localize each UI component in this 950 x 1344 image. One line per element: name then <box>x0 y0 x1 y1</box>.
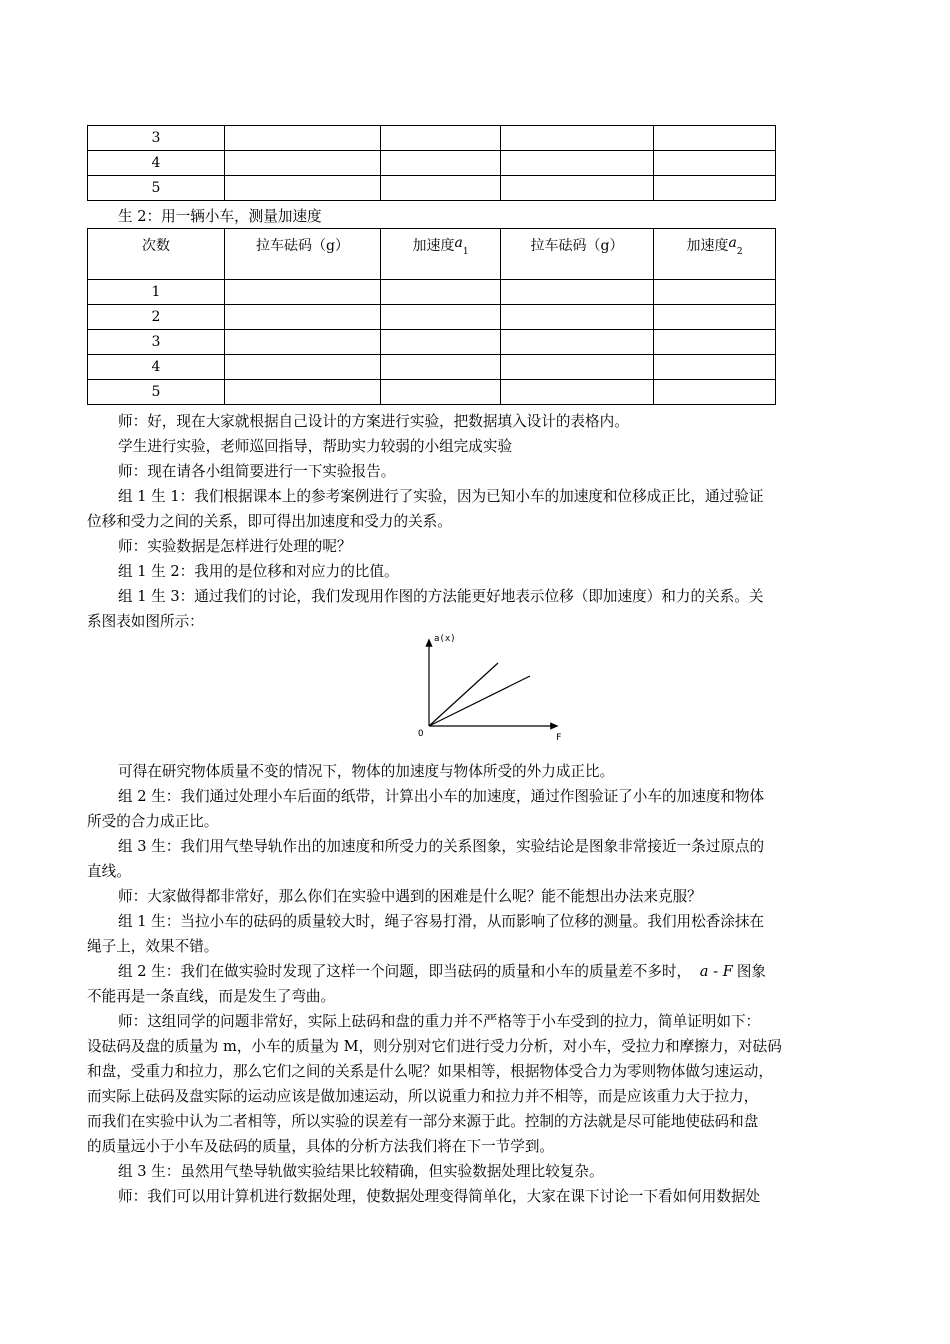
paragraph: 系图表如图所示： <box>87 613 204 630</box>
data-table-2 <box>87 228 776 405</box>
a-f-symbol: a - F <box>699 963 733 980</box>
table-row <box>88 330 776 355</box>
table-row <box>88 305 776 330</box>
table-2-caption: 生 2：用一辆小车，测量加速度 <box>118 208 322 225</box>
paragraph-text: 组 2 生：我们在做实验时发现了这样一个问题，即当砝码的质量和小车的质量差不多时， <box>118 963 692 980</box>
header-acceleration-1 <box>381 229 501 280</box>
table-cell <box>501 280 654 305</box>
table-row <box>88 151 776 176</box>
table-cell <box>225 330 381 355</box>
table-cell <box>654 355 776 380</box>
paragraph: 组 2 生：我们通过处理小车后面的纸带，计算出小车的加速度，通过作图验证了小车的加速度和物体 <box>118 788 765 805</box>
paragraph: 位移和受力之间的关系，即可得出加速度和受力的关系。 <box>87 513 452 530</box>
table-cell <box>381 151 501 176</box>
table-cell <box>225 380 381 405</box>
paragraph: 所受的合力成正比。 <box>87 813 219 830</box>
table-cell <box>381 176 501 201</box>
table-cell <box>381 126 501 151</box>
header-weight-2: 拉车砝码（g） <box>501 229 654 280</box>
paragraph: 而实际上砝码及盘实际的运动应该是做加速运动，所以说重力和拉力并不相等，而是应该重力大于拉力， <box>87 1088 759 1105</box>
table-cell <box>225 151 381 176</box>
table-cell <box>654 151 776 176</box>
row-number: 5 <box>88 176 225 201</box>
paragraph: 可得在研究物体质量不变的情况下，物体的加速度与物体所受的外力成正比。 <box>118 763 615 780</box>
table-cell <box>501 355 654 380</box>
table-row <box>88 355 776 380</box>
table-cell <box>654 380 776 405</box>
row-number: 3 <box>88 126 225 151</box>
table-cell <box>381 380 501 405</box>
table-cell <box>501 330 654 355</box>
paragraph: 不能再是一条直线，而是发生了弯曲。 <box>87 988 336 1005</box>
x-axis-label: F <box>556 733 562 743</box>
row-number: 4 <box>88 151 225 176</box>
table-cell <box>501 176 654 201</box>
paragraph-text: 图象 <box>736 963 767 980</box>
row-number: 4 <box>88 355 225 380</box>
paragraph: 师：现在请各小组简要进行一下实验报告。 <box>118 463 396 480</box>
paragraph: 直线。 <box>87 863 131 880</box>
table-row <box>88 380 776 405</box>
paragraph: 和盘，受重力和拉力，那么它们之间的关系是什么呢？如果相等，根据物体受合力为零则物体做匀速运动， <box>87 1063 773 1080</box>
header-acceleration-2 <box>654 229 776 280</box>
row-number: 3 <box>88 330 225 355</box>
paragraph: 的质量远小于小车及砝码的质量，具体的分析方法我们将在下一节学到。 <box>87 1138 555 1155</box>
paragraph: 组 3 生：虽然用气垫导轨做实验结果比较精确，但实验数据处理比较复杂。 <box>118 1163 604 1180</box>
paragraph: 组 1 生 3：通过我们的讨论，我们发现用作图的方法能更好地表示位移（即加速度）和力的关系。关 <box>118 588 764 605</box>
a2-symbol: a <box>728 235 737 251</box>
origin-label: O <box>418 729 424 739</box>
paragraph: 师：这组同学的问题非常好，实际上砝码和盘的重力并不严格等于小车受到的拉力，简单证明如下： <box>118 1013 761 1030</box>
table-cell <box>225 355 381 380</box>
table-cell <box>225 280 381 305</box>
table-cell <box>654 330 776 355</box>
paragraph: 而我们在实验中认为二者相等，所以实验的误差有一部分来源于此。控制的方法就是尽可能地使砝码和盘 <box>87 1113 759 1130</box>
paragraph: 设砝码及盘的质量为 m，小车的质量为 M，则分别对它们进行受力分析，对小车，受拉力和摩擦力，对砝码 <box>87 1038 782 1055</box>
paragraph: 师：我们可以用计算机进行数据处理，使数据处理变得简单化，大家在课下讨论一下看如何用数据处 <box>118 1188 761 1205</box>
paragraph <box>87 960 877 985</box>
paragraph: 师：大家做得都非常好，那么你们在实验中遇到的困难是什么呢？能不能想出办法来克服？ <box>118 888 702 905</box>
table-cell <box>381 330 501 355</box>
table-cell <box>381 280 501 305</box>
paragraph: 师：实验数据是怎样进行处理的呢？ <box>118 538 352 555</box>
row-number: 2 <box>88 305 225 330</box>
paragraph: 师：好，现在大家就根据自己设计的方案进行实验，把数据填入设计的表格内。 <box>118 413 629 430</box>
table-cell <box>654 176 776 201</box>
table-cell <box>654 280 776 305</box>
steep-line <box>429 663 498 726</box>
paragraph: 组 1 生：当拉小车的砝码的质量较大时，绳子容易打滑，从而影响了位移的测量。我们用松香涂抹在 <box>118 913 765 930</box>
table-cell <box>501 126 654 151</box>
header-weight-1: 拉车砝码（g） <box>225 229 381 280</box>
table-cell <box>501 305 654 330</box>
paragraph: 组 1 生 1：我们根据课本上的参考案例进行了实验，因为已知小车的加速度和位移成正比，通过验证 <box>118 488 764 505</box>
data-table-1 <box>87 125 776 201</box>
a1-subscript: 1 <box>462 246 469 257</box>
table-cell <box>381 305 501 330</box>
table-cell <box>225 126 381 151</box>
paragraph: 绳子上，效果不错。 <box>87 938 219 955</box>
table-cell <box>501 151 654 176</box>
table-header-row <box>88 229 776 280</box>
a2-subscript: 2 <box>736 246 743 257</box>
table-row <box>88 126 776 151</box>
table-cell <box>654 305 776 330</box>
a1-symbol: a <box>454 235 463 251</box>
table-cell <box>225 305 381 330</box>
paragraph: 学生进行实验，老师巡回指导，帮助实力较弱的小组完成实验 <box>118 438 513 455</box>
header-count: 次数 <box>88 229 225 280</box>
table-cell <box>501 380 654 405</box>
y-axis-label: a(x) <box>434 634 456 644</box>
table-cell <box>654 126 776 151</box>
row-number: 1 <box>88 280 225 305</box>
paragraph: 组 1 生 2：我用的是位移和对应力的比值。 <box>118 563 399 580</box>
acceleration-force-graph <box>410 630 580 745</box>
row-number: 5 <box>88 380 225 405</box>
table-cell <box>225 176 381 201</box>
header-acceleration-1-label: 加速度 <box>412 238 455 254</box>
paragraph: 组 3 生：我们用气垫导轨作出的加速度和所受力的关系图象，实验结论是图象非常接近一条过原点的 <box>118 838 765 855</box>
table-row <box>88 280 776 305</box>
table-cell <box>381 355 501 380</box>
table-row <box>88 176 776 201</box>
header-acceleration-2-label: 加速度 <box>686 238 729 254</box>
shallow-line <box>429 676 530 726</box>
